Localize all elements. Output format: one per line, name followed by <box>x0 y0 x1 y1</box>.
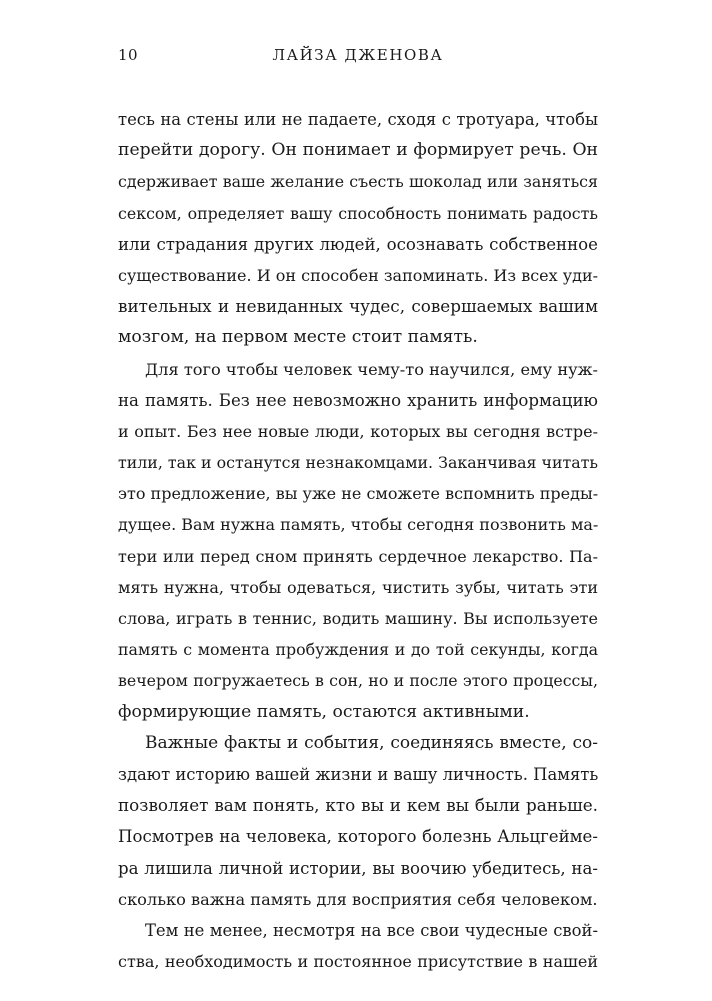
text-line: Посмотрев на человека, которого болезнь Альцгейме- <box>118 827 598 847</box>
text-line: вительных и невиданных чудес, совершаемых вашим <box>118 296 598 317</box>
text-line: позволяет вам понять, кто вы и кем вы были раньше. <box>118 795 598 816</box>
running-head-author: ЛАЙЗА ДЖЕНОВА <box>272 46 444 64</box>
text-line: сколько важна память для восприятия себя человеком. <box>118 889 598 909</box>
text-line: ра лишила личной истории, вы воочию убедитесь, на- <box>118 858 598 878</box>
text-line: перейти дорогу. Он понимает и формирует речь. Он <box>118 140 598 161</box>
text-line: мозгом, на первом месте стоит память. <box>118 327 478 348</box>
text-line: дущее. Вам нужна память, чтобы сегодня позвонить ма- <box>118 515 598 535</box>
text-line: это предложение, вы уже не сможете вспомнить преды- <box>118 484 598 504</box>
paragraph-first-line: Важные факты и события, соединяясь вместе, со- <box>145 732 598 753</box>
text-line: и опыт. Без нее новые люди, которых вы сегодня встре- <box>118 421 598 441</box>
body-text <box>118 104 598 977</box>
text-line: сдерживает ваше желание съесть шоколад или заняться <box>118 172 598 192</box>
text-line: тили, так и останутся незнакомцами. Заканчивая читать <box>118 453 598 473</box>
paragraph-first-line: Для того чтобы человек чему-то научился, ему нуж- <box>145 359 598 379</box>
page-number: 10 <box>118 46 139 64</box>
text-line: здают историю вашей жизни и вашу личность. Память <box>118 764 598 784</box>
text-line: вечером погружаетесь в сон, но и после этого процессы, <box>118 671 598 691</box>
text-line: память с момента пробуждения и до той секунды, когда <box>118 640 598 660</box>
text-line: на память. Без нее невозможно хранить информацию <box>118 390 598 410</box>
text-line: сексом, определяет вашу способность понимать радость <box>118 203 598 223</box>
text-line: формирующие память, остаются активными. <box>118 701 530 722</box>
running-head <box>118 46 598 70</box>
text-line: тесь на стены или не падаете, сходя с тротуара, чтобы <box>118 110 598 129</box>
text-line: существование. И он способен запоминать. Из всех уди- <box>118 265 598 285</box>
paragraph-first-line: Тем не менее, несмотря на все свои чудесные свой- <box>145 920 598 940</box>
text-line: ства, необходимость и постоянное присутствие в нашей <box>118 952 598 972</box>
text-line: слова, играть в теннис, водить машину. Вы используете <box>118 609 598 628</box>
text-line: тери или перед сном принять сердечное лекарство. Па- <box>118 546 598 566</box>
text-line: мять нужна, чтобы одеваться, чистить зубы, читать эти <box>118 577 598 597</box>
text-line: или страдания других людей, осознавать собственное <box>118 234 598 254</box>
